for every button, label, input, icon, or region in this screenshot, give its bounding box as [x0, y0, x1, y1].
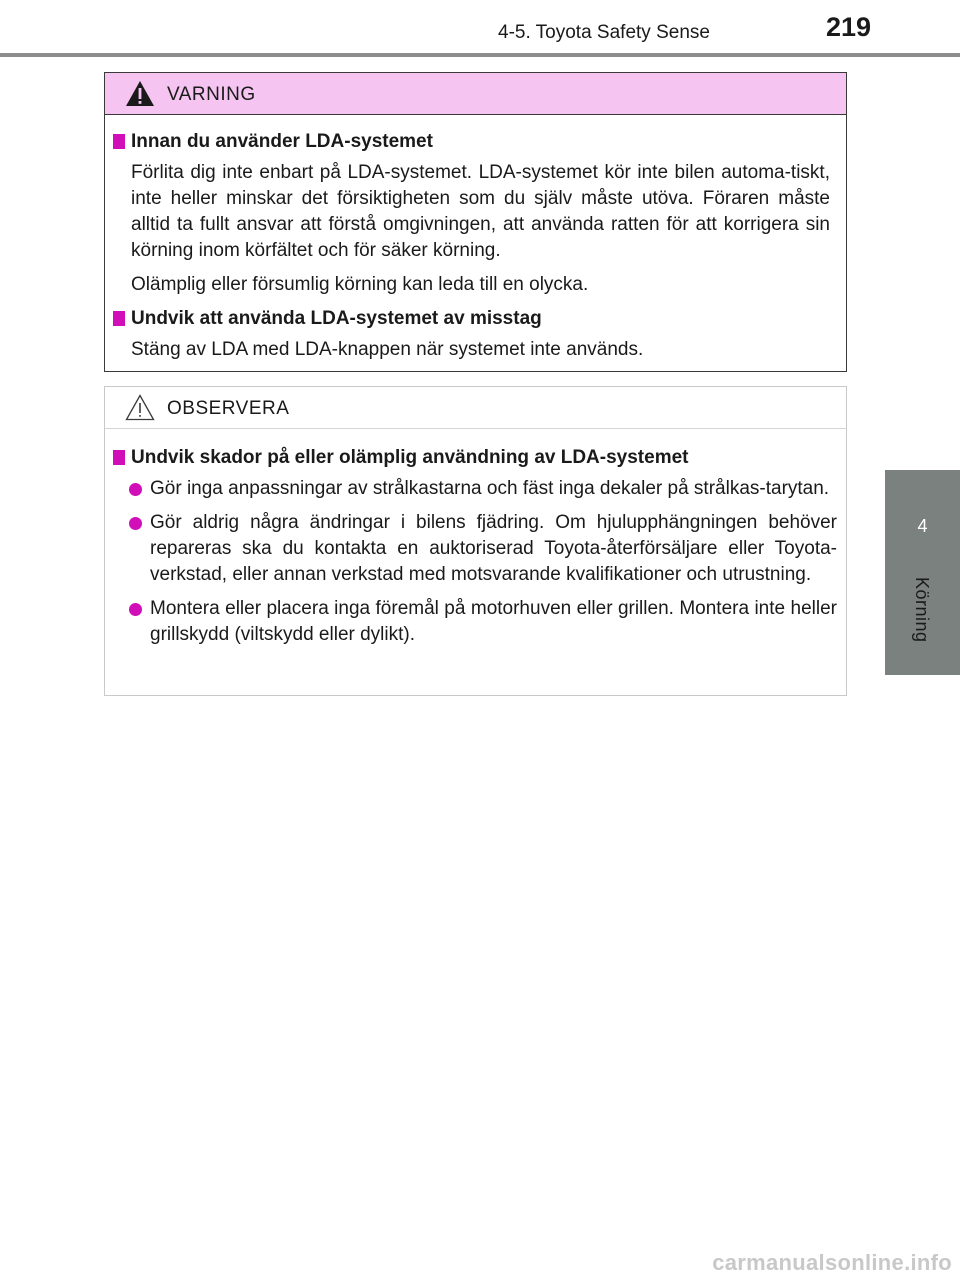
warning-title: VARNING — [167, 84, 256, 105]
list-item — [105, 510, 846, 588]
notice-title: OBSERVERA — [167, 398, 290, 419]
section-title: 4-5. Toyota Safety Sense — [498, 22, 710, 43]
list-item-text: Gör aldrig några ändringar i bilens fjädring. Om hjulupphängningen behöver repareras ska du kontakta en auktoriserad Toyota-återförsäljare eller Toyota-verkstad, eller annan verkstad med motsvarande kvalifikationer och utrustning. — [150, 512, 837, 585]
warning-content — [105, 129, 846, 371]
notice-header — [105, 387, 846, 429]
notice-heading-text: Undvik skador på eller olämplig användning av LDA-systemet — [131, 447, 689, 468]
list-item — [105, 476, 846, 502]
warning-paragraph: Stäng av LDA med LDA-knappen när systemet inte används. — [131, 339, 644, 360]
header-divider — [0, 53, 960, 57]
list-item-text: Gör inga anpassningar av strålkastarna och fäst inga dekaler på strålkas-tarytan. — [150, 478, 830, 499]
notice-heading — [105, 445, 846, 471]
warning-header — [105, 73, 846, 115]
notice-content — [105, 445, 846, 656]
chapter-tab — [885, 470, 960, 675]
caution-triangle-icon — [125, 394, 155, 421]
notice-box — [104, 386, 847, 696]
circle-bullet-icon — [129, 603, 142, 616]
warning-paragraph: Förlita dig inte enbart på LDA-systemet. LDA-systemet kör inte bilen automa-tiskt, inte heller minskar det försiktigheten som du själv måste utöva. Föraren måste alltid ta fullt ansvar att förstå omgivningen, att använda ratten för att korrigera sin körning inom körfältet och för säker körning. — [131, 162, 830, 261]
chapter-title: Körning — [912, 577, 932, 643]
warning-heading-1-text: Innan du använder LDA-systemet — [131, 131, 433, 152]
watermark: carmanualsonline.info — [712, 1250, 952, 1275]
list-item — [105, 596, 846, 648]
warning-paragraph: Olämplig eller försumlig körning kan leda till en olycka. — [131, 274, 589, 295]
square-bullet-icon — [113, 311, 125, 326]
warning-heading-2 — [105, 306, 846, 332]
list-item-text: Montera eller placera inga föremål på motorhuven eller grillen. Montera inte heller grillskydd (viltskydd eller dylikt). — [150, 598, 837, 645]
circle-bullet-icon — [129, 517, 142, 530]
chapter-number: 4 — [917, 516, 928, 536]
warning-heading-1 — [105, 129, 846, 155]
warning-triangle-icon — [125, 80, 155, 107]
page-number: 219 — [826, 12, 872, 42]
circle-bullet-icon — [129, 483, 142, 496]
warning-box — [104, 72, 847, 372]
square-bullet-icon — [113, 134, 125, 149]
warning-heading-2-text: Undvik att använda LDA-systemet av misstag — [131, 308, 542, 329]
square-bullet-icon — [113, 450, 125, 465]
